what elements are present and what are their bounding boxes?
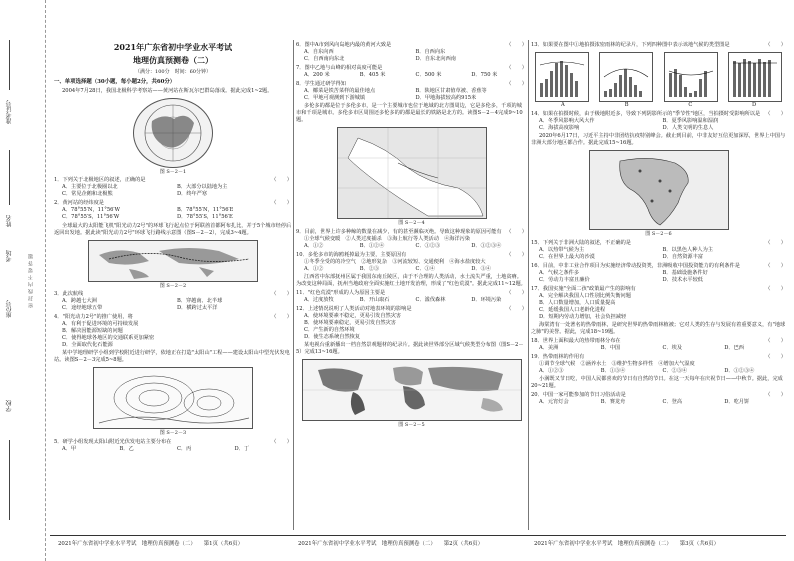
passage: 2004年7月28日，我国北极科学考察站——黄河站在斯瓦尔巴群岛落成。据此完成1~2题。 <box>62 87 273 94</box>
figure-caption: 图 S－2－3 <box>159 430 187 437</box>
question-5 <box>54 439 292 446</box>
option: B．①③④ <box>600 368 626 375</box>
option: B．陕地区甘肃值草被、香蕉等 <box>415 88 487 95</box>
option: A．元宵灯会 <box>539 399 569 406</box>
options <box>54 184 292 198</box>
column-1 <box>54 40 292 530</box>
column-divider <box>528 40 529 530</box>
option: A．有利于促进环境的可持续发展 <box>62 321 139 328</box>
question-9 <box>296 229 527 236</box>
option: C．②③④ <box>662 368 688 375</box>
option: A．主要位于北极圈以北 <box>62 184 118 191</box>
option: D．甲地海拔较高约915米 <box>415 95 477 102</box>
label-seat: 座位号 <box>6 300 13 318</box>
option: A．甲 <box>62 446 77 453</box>
options <box>296 266 527 273</box>
option: B．①②④ <box>359 242 385 249</box>
question-17 <box>531 286 786 293</box>
answer-blank: （ ） <box>765 392 786 399</box>
answer-blank: （ ） <box>271 177 292 184</box>
passage: 海棠湾有一处著名的热带雨林，是研究世界的热带雨林植被；它对人类的生存与发展有着重要意义，有"地球之肺"的美誉。据此，完成18~19题。 <box>531 322 786 336</box>
option: C．劳动力丰富且廉价 <box>539 276 590 283</box>
answer-blank: （ ） <box>765 354 786 361</box>
exam-title: 2021年广东省初中学业水平考试 <box>113 42 233 52</box>
label-room: 考场 <box>6 250 13 262</box>
options <box>531 345 786 352</box>
passage: 某电视台重新播出一档自然景观题材的纪录片。据此读世界部分区域气候类型分布图（图S－2－5）完成13~16题。 <box>296 342 524 356</box>
option: A．以热带气候为主 <box>539 246 585 253</box>
option: C．延缓我国人口老龄化进程 <box>539 307 606 313</box>
question-6 <box>296 42 527 49</box>
option: C <box>688 102 693 109</box>
option: D．自东北向西南 <box>415 56 456 63</box>
footer-page-3: 2021年广东省初中学业水平考试 地理仿真预测卷（二） 第3页（共6页） <box>534 541 719 547</box>
options <box>531 118 786 132</box>
option: D．人类文明的生息人 <box>662 125 714 132</box>
question-14 <box>531 111 786 118</box>
seal-line-text: 密封线内不要答题 <box>28 252 34 309</box>
answer-blank: （ ） <box>765 42 786 48</box>
option: B．②③ <box>359 266 380 272</box>
climate-chart-a <box>535 52 589 102</box>
question-10 <box>296 252 527 259</box>
world-climate-map-figure <box>302 359 522 421</box>
climate-chart-b <box>599 52 653 102</box>
option: C．甲地可观测到下游城镇 <box>304 95 366 102</box>
option: C．78°55′S，11°56′W <box>62 214 120 221</box>
question-11 <box>296 290 527 297</box>
question-7 <box>296 65 527 72</box>
question-stem: 6．图中A市到风向岛地内最的黄河大致是 <box>296 42 392 48</box>
numbered-items: ①调节全球气候 ②涵养水土 ③维护生物多样性 ④增加大气湿度 <box>539 361 695 368</box>
answer-blank: （ ） <box>506 228 527 235</box>
option: C．①④ <box>415 266 436 272</box>
options <box>296 88 527 102</box>
world-climate-map <box>303 360 521 420</box>
fill-line <box>9 440 10 520</box>
figure-caption: 图 S－2－1 <box>159 168 187 175</box>
option: D．自然资源丰富 <box>662 253 703 260</box>
question-15 <box>531 240 786 247</box>
option: D．全面取代化石能源 <box>62 342 113 349</box>
flight-route-figure <box>88 240 258 282</box>
option: C．500 米 <box>415 72 442 79</box>
fill-line <box>9 150 10 205</box>
options <box>296 72 527 79</box>
answer-blank: （ ） <box>765 239 786 246</box>
options <box>296 243 527 250</box>
option: C．使得地球各地区的交通联系更加紧密 <box>62 335 155 342</box>
binding-strip <box>0 0 46 561</box>
option: B．使环境要素稳定，更易引发自然灾害 <box>304 320 396 327</box>
region-map-figure <box>337 127 487 219</box>
options <box>531 399 786 406</box>
section-heading: 一、单项选择题（30小题，每小题2分，共60分） <box>54 79 176 86</box>
answer-blank: （ ） <box>271 291 292 298</box>
option: C．常见企鹅和北极熊 <box>62 191 113 198</box>
options <box>531 270 786 284</box>
option: A．气候之条件多 <box>539 269 580 276</box>
arctic-map-figure <box>133 98 213 168</box>
option: A．使环境要素不稳定，更易引发自然灾害 <box>304 313 402 320</box>
numbered-items: ①全球气候变暖 ②人类过度捕杀 ③海上航行等人类活动 ④海洋污染 <box>304 235 471 242</box>
option: D <box>752 102 757 109</box>
option: C．①②③ <box>415 242 441 249</box>
option: D．吃月饼 <box>724 399 750 406</box>
exam-subtitle: 地理仿真预测卷（二） <box>133 54 213 65</box>
passage: 多伦多的都是位于多伦多市，是一个主要城市也位于地域的北方图周边，它是多伦多，千项的城市和千项是城市。多伦多市区周围还多伦多的的都是最长的铁路是北方的。读图S－2－4完成9~10题。 <box>296 103 523 124</box>
numbered-items: ①冬季全受的的冷空气 ②地形复杂 ③河流较短、交通便利 ④海水盐度较大 <box>304 258 486 265</box>
question-stem: 4．"阳光动力2号"的推广使用，将 <box>54 314 133 321</box>
option: D．③④ <box>471 266 491 272</box>
column-2 <box>296 40 527 530</box>
question-13 <box>531 42 786 49</box>
option: C．自西南向东北 <box>304 56 345 63</box>
question-stem: 5．研学小组发现太阳山附近光伏发电站主要分布在 <box>54 439 172 446</box>
option: B．自西向东 <box>415 49 446 56</box>
question-2 <box>54 200 292 207</box>
figure-caption: 图 S－2－5 <box>398 422 425 429</box>
label-school: 学校 <box>6 400 13 412</box>
answer-blank: （ ） <box>506 251 527 258</box>
question-stem: 1．下列关于北极地区的叙述，正确的是 <box>54 177 146 184</box>
question-stem: 20．中国一家可能参加的节日习俗活动是 <box>531 392 626 399</box>
option: A．200 米 <box>304 72 330 79</box>
footer-rule <box>50 535 786 536</box>
option: D．技术水平较低 <box>662 276 703 283</box>
option: D．78°55′S，11°56′E <box>177 214 233 221</box>
question-stem: 18．世界上面积最大的热带雨林分布在 <box>531 338 621 345</box>
option: B．大部分以陆地为主 <box>177 184 228 191</box>
figure-caption: 图 S－2－2 <box>159 282 187 289</box>
option: D．丁 <box>234 446 250 453</box>
column-3 <box>531 40 786 530</box>
question-stem: 12．上述情况说明了人类活动对地表环境的影响是 <box>296 306 412 313</box>
question-stem: 8．学生通过研学得知 <box>296 81 346 88</box>
passage: 全球最大的太阳能飞机"阳光动力2号"的环球飞行起点位于阿联酋首都阿布扎比，并于5个城市经停后返回出发地。据此读"阳光动力2号"环球飞行路线示意图（图S－2－2），完成3~4题。 <box>54 222 292 236</box>
question-stem: 11．"红色荒漠"形成的人为原因主要是 <box>296 290 386 297</box>
option: B．解决因能源短缺的问题 <box>62 328 123 335</box>
option: C．产生新的自然环境 <box>304 327 355 334</box>
climate-chart-labels <box>531 102 786 109</box>
option: A．完全解决我国人口性别比例失衡问题 <box>539 292 631 299</box>
answer-blank: （ ） <box>506 290 527 297</box>
contour-map <box>94 368 252 428</box>
option: A．美洲 <box>539 345 559 352</box>
question-stem: 19．热带雨林的作用有 <box>531 354 585 361</box>
option: C．滥伐森林 <box>415 297 446 304</box>
answer-blank: （ ） <box>506 42 527 48</box>
passage: 小满既又节日吃，中国人民都喜欢的节日有自然的节日。在这一天每年在庆祝节日——中秋节。据此，完成20~21题。 <box>531 376 783 390</box>
figure-caption: 图 S－2－6 <box>645 231 672 238</box>
footer-page-1: 2021年广东省初中学业水平考试 地理仿真预测卷（二） 第1页（共6页） <box>58 541 243 547</box>
question-stem: 17．我国实施"全面二孩"政策最产生的影响有 <box>531 285 636 292</box>
option: A <box>561 102 565 109</box>
option: A．冬季风影响大风大作 <box>539 118 595 125</box>
option: B．穿越南、北半球 <box>177 298 223 305</box>
options <box>54 207 292 221</box>
question-16 <box>531 263 786 270</box>
option: B <box>624 102 629 109</box>
option: D．终年严寒 <box>177 191 208 198</box>
option: B．开山取石 <box>359 297 390 304</box>
option: B．乙 <box>119 446 134 453</box>
region-map <box>338 128 486 218</box>
option: C．海拔高度影响 <box>539 125 580 132</box>
passage: 某中学地理研学小组到学校附近进行研学，依地正在打造"太阳山"工程——建设太阳山中型光伏发电站。读图S－2－3完成5~8题。 <box>54 350 290 364</box>
answer-blank: （ ） <box>271 200 292 207</box>
option: B．以黑色人种人为主 <box>662 246 713 253</box>
option: C．在世界上最大的沙漠 <box>539 253 595 260</box>
option: A．椰菜是铁苦菜样的最佳地点 <box>304 88 376 95</box>
africa-map <box>590 151 728 229</box>
world-route-map <box>89 241 257 281</box>
option: D．①②③④ <box>724 368 755 375</box>
option: C．途经地球五带 <box>62 305 103 312</box>
options <box>54 446 292 453</box>
answer-blank: （ ） <box>765 111 786 118</box>
option: B．中国 <box>600 345 621 352</box>
passage: 江西省中东部抚州区属于我国东南丘陵区，由于不合理的人类活动，水土流失严重，土地贫瘠。为改变这种局面，抚州当地政府全面实施红土地开发治理，形成了"红色荒漠"。据此完成11~12题。 <box>296 274 526 288</box>
option: D．环境污染 <box>471 297 502 304</box>
options <box>54 298 292 312</box>
question-stem: 2．黄河站的经纬度是 <box>54 200 104 207</box>
answer-blank: （ ） <box>765 262 786 269</box>
option: A．跨越七大洲 <box>62 298 97 305</box>
footer-page-2: 2021年广东省初中学业水平考试 地理仿真预测卷（二） 第2页（共6页） <box>298 541 483 547</box>
answer-blank: （ ） <box>271 314 292 321</box>
option: C．丙 <box>177 446 192 453</box>
climate-charts <box>535 52 782 102</box>
label-name: 姓名 <box>6 215 13 227</box>
label-exam-number: 准考证号 <box>6 100 13 124</box>
option: C．埃及 <box>662 345 683 352</box>
options <box>531 247 786 261</box>
option: A．78°55′N，11°56′W <box>62 207 120 214</box>
contour-map-figure <box>93 367 253 429</box>
option: D．①②③④ <box>471 242 502 249</box>
question-stem: 3．此次航线 <box>54 291 84 298</box>
option: B．78°55′N，11°56′E <box>177 207 234 214</box>
answer-blank: （ ） <box>765 338 786 345</box>
africa-map-figure <box>589 150 729 230</box>
fill-line <box>9 40 10 90</box>
options <box>296 297 527 304</box>
option: B．赛龙舟 <box>600 399 626 406</box>
question-stem: 7．图中乙地与山峰的相对高度可能是 <box>296 65 383 72</box>
option: D．使生态系统自然恢复 <box>304 334 361 341</box>
option: B．405 米 <box>359 72 386 79</box>
question-stem: 14．如果在拍摄时候，由于极地附近多，导致下列阴影所示的"季节性"地区，当拍摄时受影响所以是 <box>531 111 761 118</box>
arctic-map <box>134 99 212 167</box>
question-stem: 9．目前，世界上许多种鲸的数量在减少，有的甚至濒临灭绝。导致这种现象的原因可能有 <box>296 228 502 235</box>
option: D．横跨过太平洋 <box>177 305 218 312</box>
column-divider <box>293 40 294 530</box>
option: B．基础设施条件好 <box>662 269 708 276</box>
option: D．750 米 <box>471 72 498 79</box>
question-18 <box>531 338 786 345</box>
climate-chart-c <box>664 52 718 102</box>
answer-blank: （ ） <box>506 65 527 72</box>
option: A．①②③ <box>539 368 564 375</box>
figure-caption: 图 S－2－4 <box>398 220 425 227</box>
answer-blank: （ ） <box>271 439 292 446</box>
options <box>296 49 527 63</box>
answer-blank: （ ） <box>765 285 786 292</box>
option: B．夏季风影响温和湿润 <box>662 118 719 125</box>
question-stem: 16．目前，中非工业合作项目为实施经济带动投资类，非洲吸收中国投资能力的有利条件是 <box>531 262 740 269</box>
question-stem: 10．多伦多市的海鸥耗掉最为主要，主要原因有 <box>296 251 407 258</box>
passage: 2020年6月17日，习近平主持中非团结抗疫特别峰会。截止到目前，中非友好互信更加深厚，世界上中国与非洲大部分地区都合作。据此完成15~16题。 <box>531 133 786 147</box>
option: C．登高 <box>662 399 683 406</box>
question-stem: 13．如果要在图中①地拍摄浓密雨林的纪录片，下列四种图中表示该地气候的类型图是 <box>531 42 730 48</box>
question-stem: 15．下列关于非洲大陆的叙述，不正确的是 <box>531 239 631 246</box>
answer-blank: （ ） <box>506 306 527 313</box>
answer-blank: （ ） <box>506 81 527 88</box>
options <box>531 368 786 375</box>
option: A．过度放牧 <box>304 297 334 304</box>
option: B．人口数量增加，人口质量提高 <box>539 299 616 306</box>
option: A．①② <box>304 242 324 249</box>
option: A．①② <box>304 266 324 272</box>
option: D．巴西 <box>724 345 744 352</box>
option: D．短期内劳动力增加，社会负担减轻 <box>539 314 627 321</box>
option: A．自东向西 <box>304 49 334 56</box>
climate-chart-d <box>728 52 782 102</box>
exam-meta: （满分：100分 时间：60分钟） <box>135 68 211 75</box>
